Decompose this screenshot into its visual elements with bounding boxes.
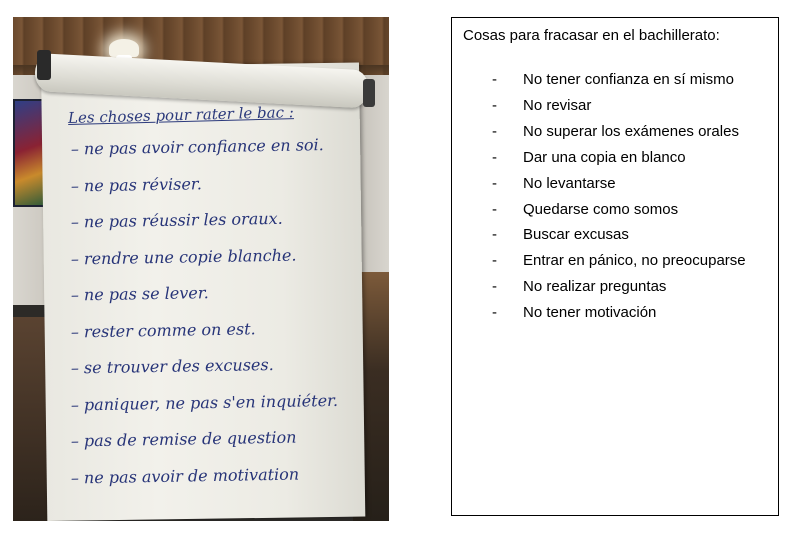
list-item xyxy=(452,67,778,93)
handwritten-item: – pas de remise de question xyxy=(71,426,362,468)
handwritten-item: – ne pas réviser. xyxy=(71,171,362,213)
list-item-text: No superar los exámenes orales xyxy=(523,122,739,140)
list-item xyxy=(452,119,778,145)
roll-cap-right xyxy=(363,79,375,107)
handwritten-item: – se trouver des excuses. xyxy=(71,353,362,395)
translation-textbox xyxy=(451,17,779,516)
list-item-text: No revisar xyxy=(523,96,592,114)
handwritten-item: – rendre une copie blanche. xyxy=(71,244,362,286)
handwritten-item: – ne pas avoir de motivation xyxy=(71,463,362,505)
list-item-text: No tener motivación xyxy=(523,304,657,322)
handwritten-title: Les choses pour rater le bac : xyxy=(67,103,295,128)
translation-list xyxy=(452,67,778,326)
list-item xyxy=(452,93,778,119)
list-item-text: No levantarse xyxy=(523,174,616,192)
bullet-dash: - xyxy=(492,148,497,166)
list-item-text: No realizar preguntas xyxy=(523,278,667,296)
handwritten-item: – paniquer, ne pas s'en inquiéter. xyxy=(71,390,362,432)
list-item-text: Buscar excusas xyxy=(523,226,629,244)
bullet-dash: - xyxy=(492,226,497,244)
bullet-dash: - xyxy=(492,278,497,296)
handwritten-item: – ne pas se lever. xyxy=(71,280,362,322)
roll-cap-left xyxy=(37,50,51,80)
list-item xyxy=(452,300,778,326)
bullet-dash: - xyxy=(492,71,497,88)
list-item xyxy=(452,222,778,248)
handwritten-item: – ne pas avoir confiance en soi. xyxy=(71,134,362,176)
flipchart-photo xyxy=(13,17,389,521)
list-item xyxy=(452,274,778,300)
handwritten-item: – ne pas réussir les oraux. xyxy=(71,207,362,249)
list-item-text: Entrar en pánico, no preocuparse xyxy=(523,252,746,270)
list-item xyxy=(452,248,778,274)
handwritten-list xyxy=(71,137,361,502)
bullet-dash: - xyxy=(492,252,497,270)
translation-title: Cosas para fracasar en el bachillerato: xyxy=(463,27,720,44)
list-item xyxy=(452,171,778,197)
list-item-text: Dar una copia en blanco xyxy=(523,148,686,166)
bullet-dash: - xyxy=(492,304,497,322)
bullet-dash: - xyxy=(492,122,497,140)
list-item xyxy=(452,145,778,171)
list-item-text: Quedarse como somos xyxy=(523,200,679,218)
list-item-text: No tener confianza en sí mismo xyxy=(523,71,734,88)
handwritten-item: – rester comme on est. xyxy=(71,317,362,359)
list-item xyxy=(452,197,778,223)
bullet-dash: - xyxy=(492,200,497,218)
bullet-dash: - xyxy=(492,174,497,192)
bullet-dash: - xyxy=(492,96,497,114)
